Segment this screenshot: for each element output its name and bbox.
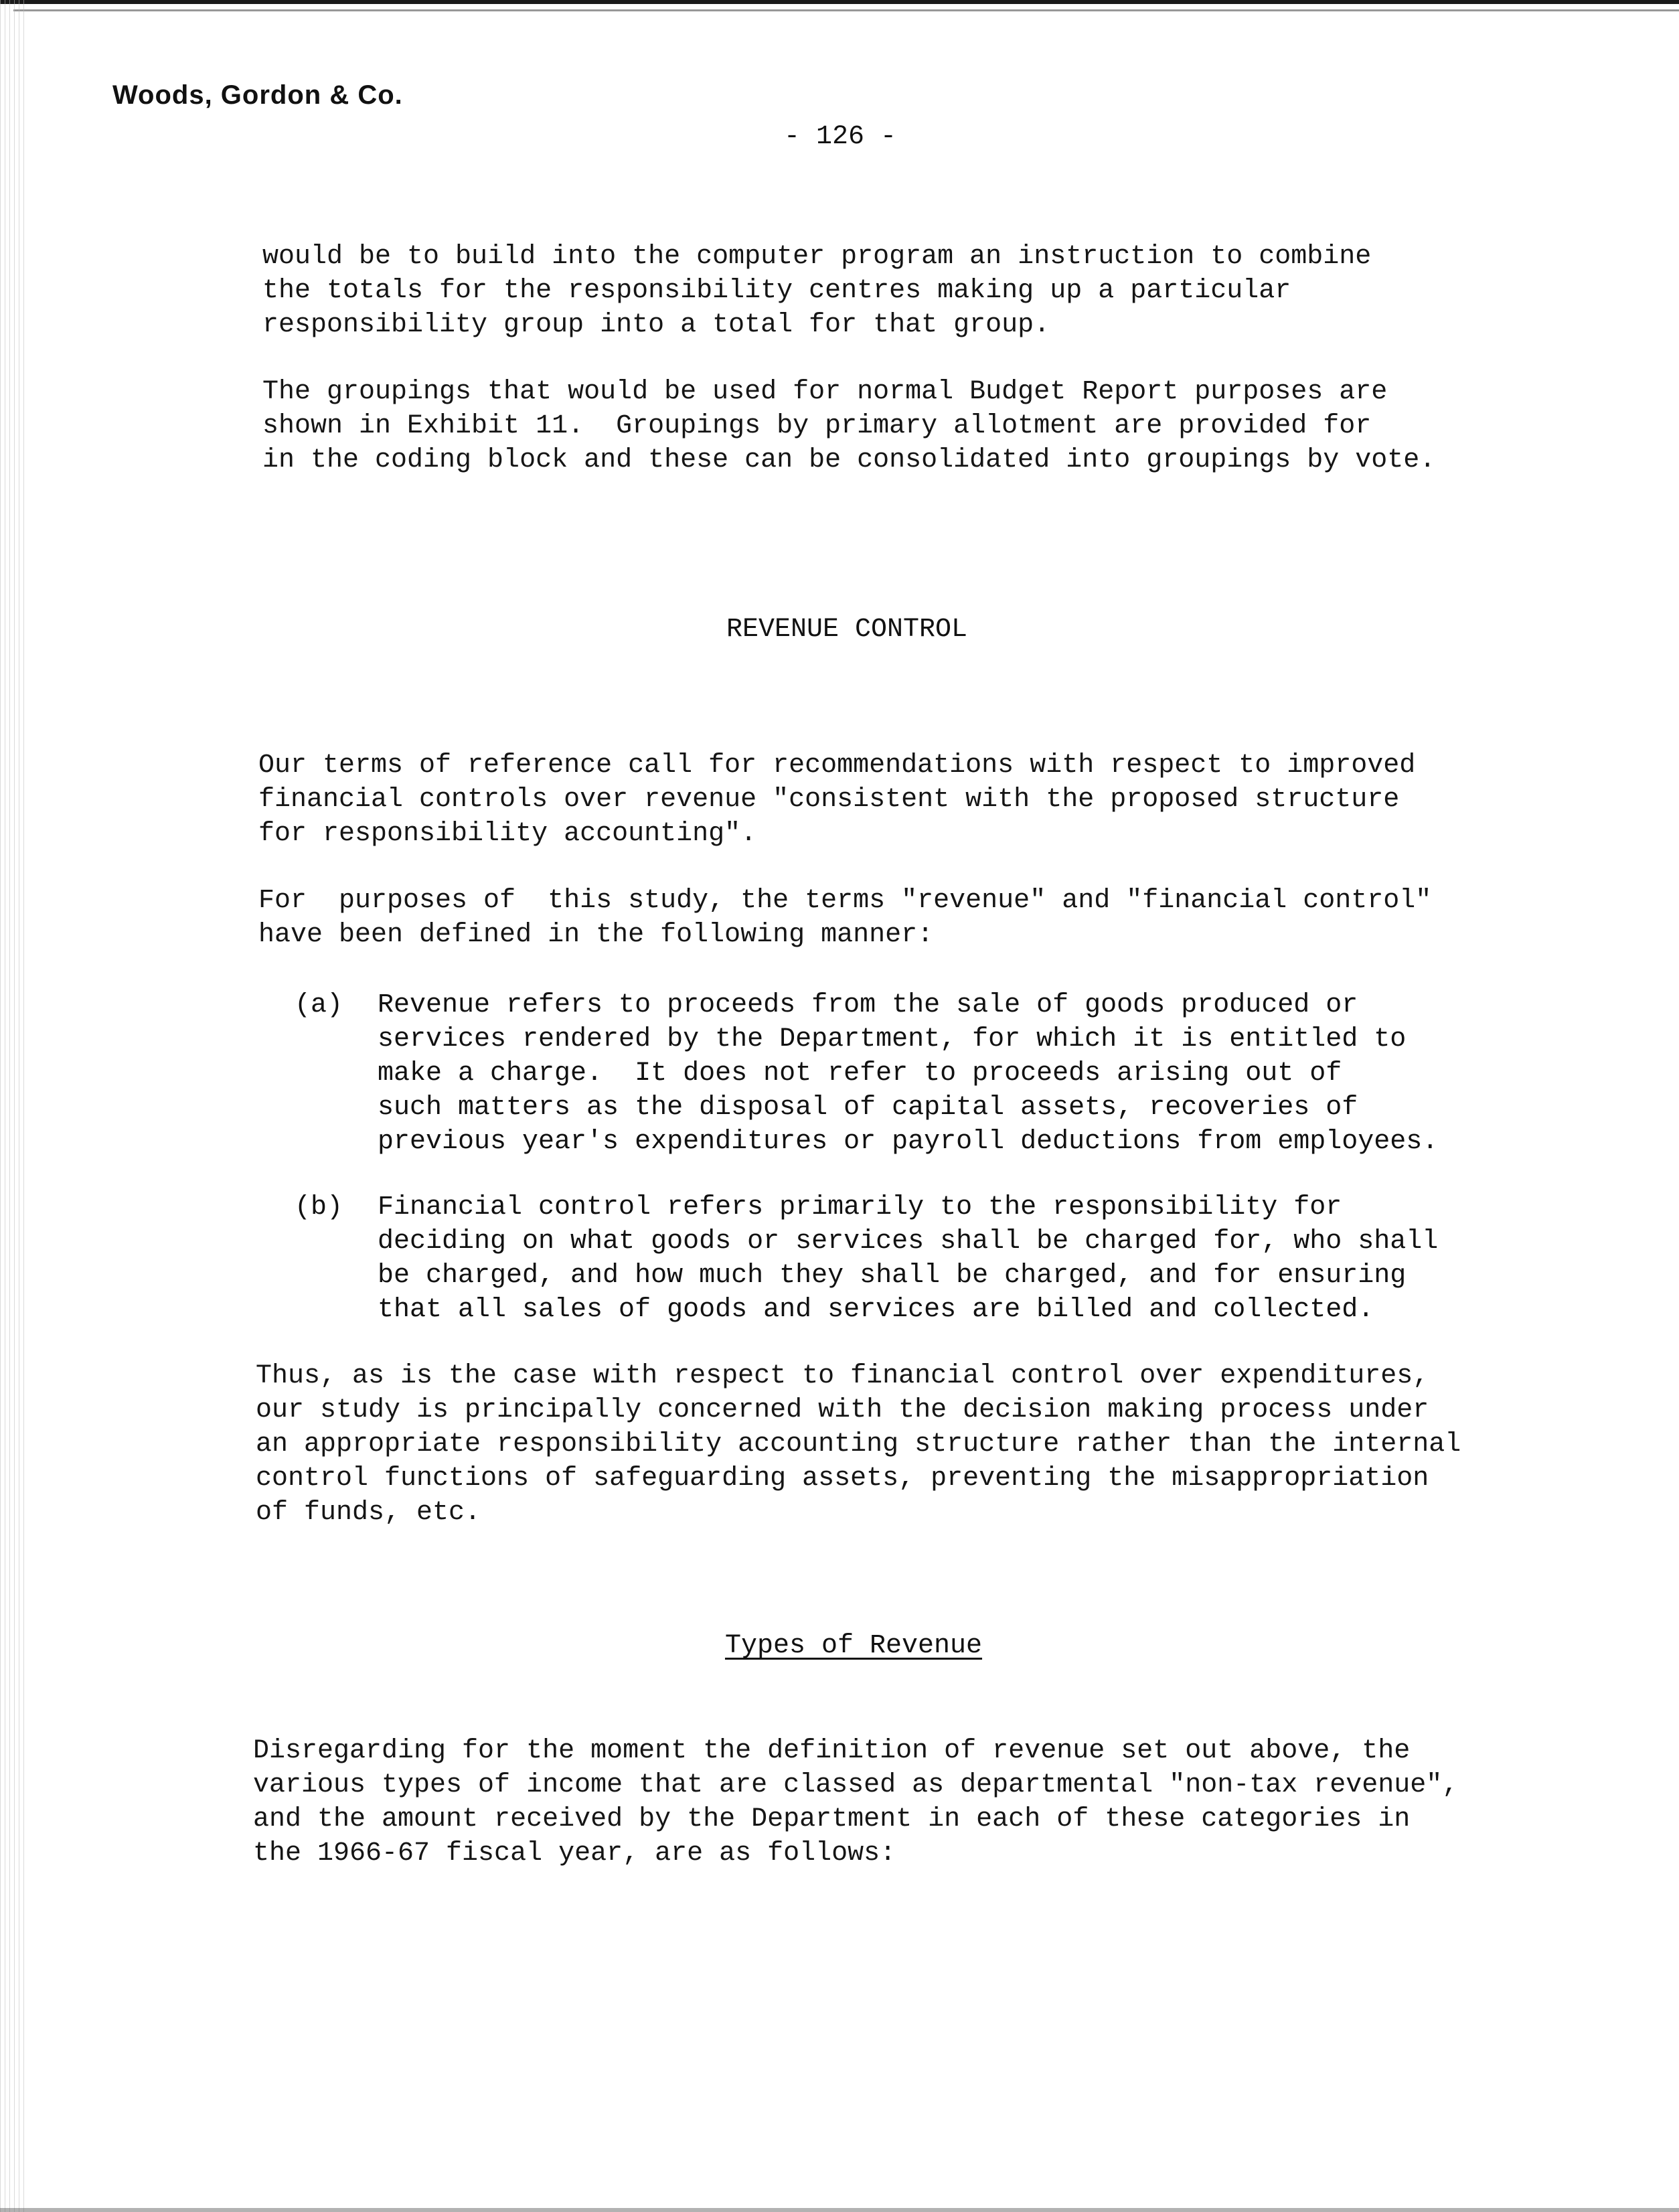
types-paragraph-1: Disregarding for the moment the definition of revenue set out above, the various types of income that are classed as departmental "non-tax revenue", and the amount received by the Department in each of these categories in the 1966-67 fiscal year, are as follows: xyxy=(253,1736,1459,1869)
intro-paragraph-2: The groupings that would be used for normal Budget Report purposes are shown in Exhibit 11. Groupings by primary allotment are provided for in the coding block and these can be consolidated into groupings by vote. xyxy=(262,377,1436,475)
intro-paragraph-1: would be to build into the computer program an instruction to combine the totals for the responsibility centres making up a particular responsibility group into a total for that group. xyxy=(262,242,1372,340)
item-text: Financial control refers primarily to the responsibility for deciding on what goods or services shall be charged for, who shall be charged, and how much they shall be charged, and for ensuring that all sales of goods and services are billed and collected. xyxy=(378,1192,1439,1325)
item-text: Revenue refers to proceeds from the sale of goods produced or services rendered by the Department, for which it is entitled to make a charge. It does not refer to proceeds arising out of such matters as the disposal of capital assets, recoveries of previous year's expenditures or payroll deductions from employees. xyxy=(378,990,1439,1157)
scan-edge-line xyxy=(13,9,1679,11)
section-heading-types-of-revenue: Types of Revenue xyxy=(724,1631,983,1661)
revenue-paragraph-2: For purposes of this study, the terms "revenue" and "financial control" have been defined in the following manner: xyxy=(258,886,1432,950)
item-label: (b) xyxy=(295,1192,343,1222)
revenue-paragraph-1: Our terms of reference call for recommendations with respect to improved financial controls over revenue "consistent with the proposed structure for responsibility accounting". xyxy=(258,750,1416,849)
revenue-paragraph-3: Thus, as is the case with respect to financial control over expenditures, our study is principally concerned with the decision making process under an appropriate responsibility accounting structure rather than the internal control functions of safeguarding assets, preventing the misappropriation of funds, etc. xyxy=(256,1361,1461,1528)
item-label: (a) xyxy=(295,990,343,1020)
firm-name: Woods, Gordon & Co. xyxy=(112,80,403,110)
page-number: - 126 - xyxy=(783,122,897,152)
scan-edge-left xyxy=(0,0,27,2212)
section-heading-revenue-control: REVENUE CONTROL xyxy=(726,615,968,645)
scan-edge-bottom xyxy=(0,2208,1679,2212)
